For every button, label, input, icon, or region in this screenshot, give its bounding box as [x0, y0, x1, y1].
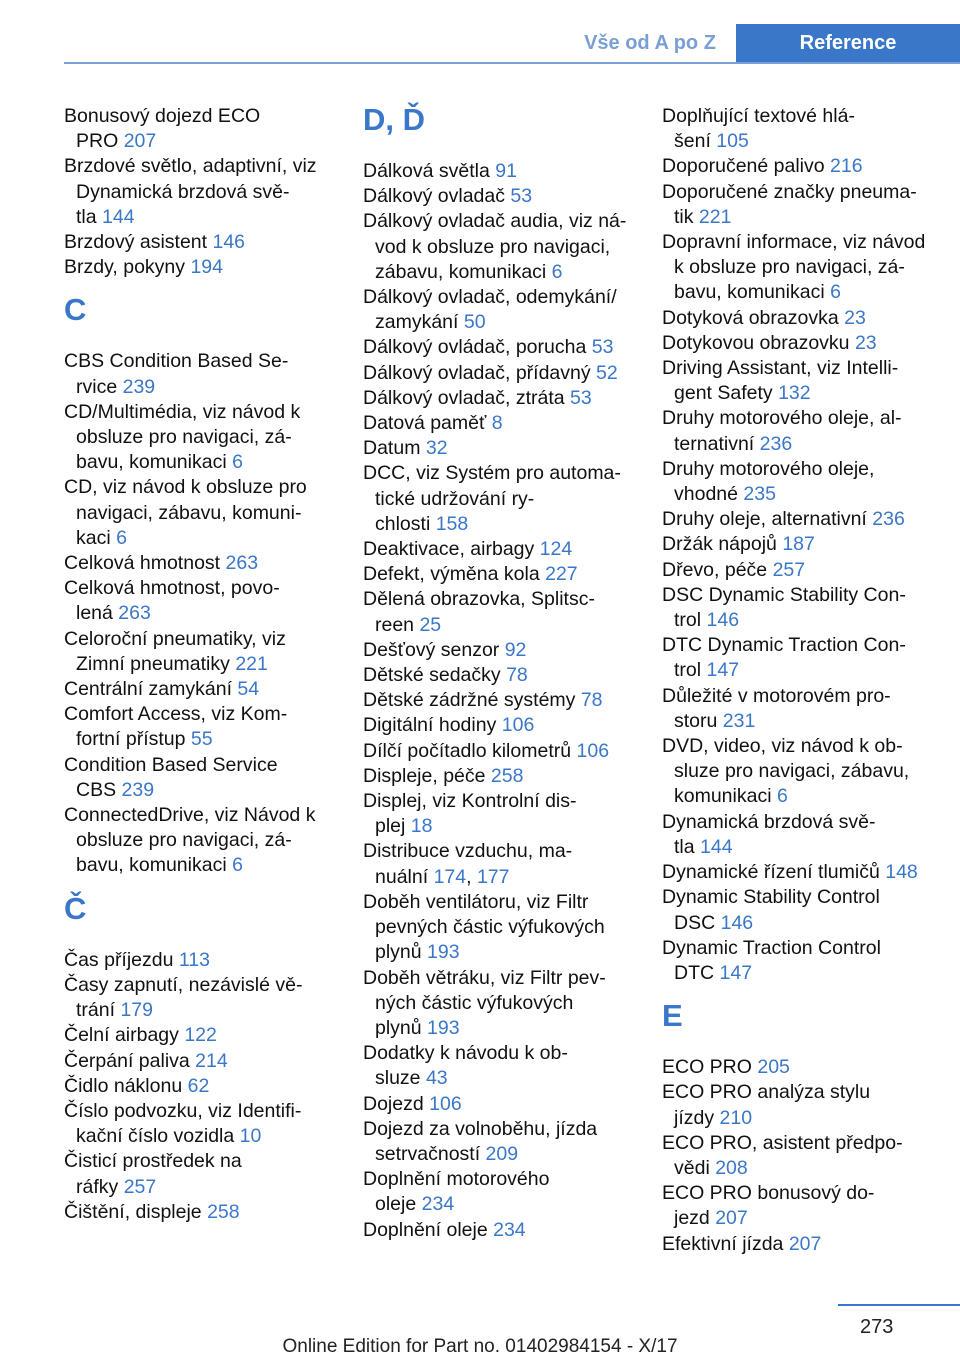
page-reference-link[interactable]: 146 [720, 911, 754, 934]
index-entry [662, 457, 932, 507]
index-entry-text: Zimní pneumatiky [76, 652, 236, 675]
page-reference-link[interactable]: 122 [184, 1024, 217, 1047]
index-entry-text: DSC Dynamic Stability Con‐ [662, 583, 906, 606]
page-reference-link[interactable]: 78 [580, 689, 603, 712]
index-entry-text: Čas příjezdu [64, 948, 179, 971]
index-entry-text: Dálkový ovladač [363, 185, 511, 208]
index-entry-text: Doplnění motorového [363, 1168, 550, 1191]
index-entry [363, 1218, 633, 1243]
index-column-3 [662, 104, 932, 1257]
page-reference-link[interactable]: 227 [545, 563, 578, 586]
index-entry [64, 576, 334, 626]
index-entry [363, 839, 633, 889]
index-entry [64, 349, 334, 399]
index-entry-text: Brzdové světlo, adaptivní, viz [64, 155, 317, 178]
index-entry-text: Dojezd [363, 1092, 430, 1115]
index-entry [64, 475, 334, 551]
index-entry [662, 558, 932, 583]
index-entry-text: Dynamická brzdová svě‐ [76, 180, 290, 203]
page-reference-link[interactable]: 113 [178, 948, 210, 971]
index-entry-text: Dynamic Traction Control [662, 936, 881, 959]
page-reference-link[interactable]: 91 [495, 160, 517, 182]
page-reference-link[interactable]: 231 [722, 709, 756, 732]
page-reference-link[interactable]: 216 [830, 155, 863, 178]
index-entry [662, 583, 932, 633]
index-entry-text: Číslo podvozku, viz Identifi‐ [64, 1099, 302, 1122]
index-entry [662, 810, 932, 860]
index-entry [64, 255, 334, 280]
index-entry-text: Condition Based Service [64, 753, 278, 776]
index-entry-text: Dětské sedačky [363, 664, 507, 687]
page-reference-link[interactable]: 263 [118, 602, 151, 625]
page-reference-link[interactable]: 92 [504, 638, 527, 661]
index-entry [662, 860, 932, 885]
index-entry [64, 677, 334, 702]
index-entry [662, 936, 932, 986]
index-entry [662, 507, 932, 532]
page-reference-link[interactable]: 239 [121, 778, 155, 801]
page-reference-link[interactable]: 205 [757, 1056, 790, 1079]
index-entry-text: Dešťový senzor [363, 638, 505, 661]
index-entry-text: CD, viz návod k obsluze pro [64, 476, 307, 499]
index-entry-text: jezd [674, 1207, 716, 1230]
page-reference-link[interactable]: 43 [425, 1067, 448, 1090]
index-entry [64, 803, 334, 879]
index-entry [64, 1200, 334, 1225]
index-entry [662, 154, 932, 179]
index-entry-text: Časy zapnutí, nezávislé vě‐ [64, 973, 303, 996]
index-entry-text: Celková hmotnost, povo‐ [64, 577, 280, 600]
index-entry [662, 633, 932, 683]
index-entry-text: sluze pro navigaci, zábavu, [674, 760, 910, 783]
page-reference-link[interactable]: 105 [716, 130, 749, 153]
index-entry-text: DTC [674, 961, 720, 984]
page-reference-link[interactable]: 6 [776, 785, 788, 808]
index-entry [64, 1099, 334, 1149]
page-reference-link[interactable]: 6 [116, 526, 127, 549]
index-entry-text: gent Safety [674, 382, 779, 405]
index-entry-text: Displeje, péče [363, 764, 491, 787]
index-entry [64, 948, 334, 973]
index-entry [363, 890, 633, 966]
index-entry-text: sluze [375, 1067, 426, 1090]
page-reference-link[interactable]: 207 [788, 1232, 822, 1255]
index-entry [363, 688, 633, 713]
index-entry-text: tla [76, 205, 103, 228]
index-entry-text: Druhy motorového oleje, [662, 457, 875, 480]
index-entry-text: plej [375, 815, 411, 838]
page-reference-link[interactable]: 193 [427, 941, 460, 964]
index-entry [363, 638, 633, 663]
index-entry-text: bavu, komunikaci [76, 451, 233, 474]
index-entry [662, 1131, 932, 1181]
index-letter-heading: D, Ď [363, 102, 425, 137]
index-entry [662, 734, 932, 810]
index-column-1 [64, 104, 334, 1225]
index-entry-text: Dálkový ovladač, ztráta [363, 386, 571, 409]
index-entry [662, 885, 932, 935]
page-reference-link[interactable]: 208 [715, 1156, 748, 1179]
page-reference-link[interactable]: 32 [425, 437, 448, 460]
index-entry [363, 361, 633, 386]
index-entry-text: Celoroční pneumatiky, viz [64, 627, 286, 650]
index-entry [662, 532, 932, 557]
index-entry-text: plynů [375, 1016, 428, 1039]
index-entry-text: Dojezd za volnoběhu, jízda [363, 1117, 598, 1140]
index-entry-text: Důležité v motorovém pro‐ [662, 684, 891, 707]
index-entry [363, 386, 633, 411]
index-entry-text: tik [674, 205, 699, 228]
index-entry-text: Doplnění oleje [363, 1218, 494, 1241]
page-reference-link[interactable]: 236 [872, 508, 905, 531]
page-header [0, 0, 960, 62]
page-reference-link[interactable]: 234 [421, 1193, 455, 1216]
index-entry [363, 764, 633, 789]
page-reference-link[interactable]: 193 [427, 1016, 460, 1039]
index-entry [363, 184, 633, 209]
footer-divider [838, 1304, 960, 1306]
page-reference-link[interactable]: 146 [212, 231, 246, 254]
page-reference-link[interactable]: 258 [207, 1200, 240, 1223]
index-entry-text: ECO PRO [662, 1056, 758, 1079]
index-entry [64, 1074, 334, 1099]
page-reference-link[interactable]: 257 [123, 1175, 157, 1198]
index-entry-text: Doběh ventilátoru, viz Filtr [363, 890, 589, 913]
index-entry-text: reen [375, 613, 420, 636]
header-divider [64, 62, 960, 64]
index-entry-text: Brzdy, pokyny [64, 256, 191, 279]
section-tab-a-to-z[interactable]: Vše od A po Z [584, 32, 716, 54]
index-entry-text: ných částic výfukových [375, 991, 574, 1014]
page-reference-link[interactable]: 18 [410, 815, 433, 838]
index-entry [64, 104, 334, 154]
index-entry [662, 306, 932, 331]
index-entry [64, 154, 334, 230]
page-reference-link[interactable]: 6 [551, 260, 563, 283]
index-entry-text: Čisticí prostředek na [64, 1150, 242, 1173]
index-entry [662, 1055, 932, 1080]
index-entry-text: Dřevo, péče [662, 558, 773, 581]
page-reference-link[interactable]: 207 [123, 130, 157, 153]
index-entry-text: Efektivní jízda [662, 1232, 789, 1255]
index-entry-text: Dálkový ovladač audia, viz ná‐ [363, 210, 627, 233]
index-entry [64, 1023, 334, 1048]
index-entry-text: pevných částic výfukových [375, 916, 605, 939]
index-letter-heading: C [64, 292, 87, 328]
index-entry-text: Distribuce vzduchu, ma‐ [363, 840, 573, 863]
page-reference-link[interactable]: 6 [232, 854, 243, 877]
index-entry-text: vhodné [674, 483, 744, 506]
index-entry [363, 1092, 633, 1117]
page-reference-link[interactable]: 132 [778, 382, 811, 405]
index-entry-text: ECO PRO, asistent předpo‐ [662, 1131, 903, 1154]
index-entry-text: jízdy [674, 1106, 720, 1129]
page-reference-link[interactable]: 147 [719, 961, 753, 984]
index-entry [363, 159, 633, 184]
index-entry [363, 562, 633, 587]
page-reference-link[interactable]: 257 [772, 558, 806, 581]
index-entry [662, 1181, 932, 1231]
page-reference-link[interactable]: 234 [493, 1218, 526, 1241]
page-reference-link[interactable]: 235 [743, 483, 776, 506]
index-entry-text: Dotyková obrazovka [662, 306, 845, 329]
page-reference-link[interactable]: 148 [885, 861, 918, 884]
page-reference-link[interactable]: 124 [539, 538, 573, 561]
index-entry [363, 411, 633, 436]
page-reference-link[interactable]: 194 [190, 256, 223, 279]
index-entry [363, 537, 633, 562]
page-reference-link[interactable]: 23 [844, 306, 866, 329]
index-entry [662, 331, 932, 356]
index-entry-text: CBS [76, 778, 122, 801]
index-entry [662, 1080, 932, 1130]
page-reference-link[interactable]: 23 [854, 331, 877, 354]
page-reference-link[interactable]: 258 [490, 764, 524, 787]
index-entry-text: setrvačností [375, 1142, 486, 1165]
index-entry-text: DVD, video, viz návod k ob‐ [662, 735, 903, 758]
page-reference-link[interactable]: 146 [706, 609, 740, 632]
index-entry-text: Doporučené značky pneuma‐ [662, 180, 917, 203]
index-entry-text: tické udržování ry‐ [375, 487, 535, 510]
page-reference-link[interactable]: 187 [782, 533, 815, 556]
page-reference-link[interactable]: 144 [700, 835, 733, 858]
index-entry [662, 104, 932, 154]
index-entry-text: Druhy oleje, alternativní [662, 508, 873, 531]
index-entry [64, 1149, 334, 1199]
index-entry-text: rvice [76, 375, 123, 398]
page-reference-link[interactable]: 50 [463, 311, 486, 334]
section-tab-reference[interactable]: Reference [736, 24, 960, 62]
page-reference-link[interactable]: 174 [433, 865, 467, 888]
index-entry-text: lená [76, 602, 119, 625]
index-entry [363, 587, 633, 637]
index-entry-text: Datová paměť [363, 412, 492, 435]
index-entry-text: fortní přístup [76, 728, 191, 751]
index-entry [662, 1232, 932, 1257]
index-entry-text: Dynamic Stability Control [662, 886, 880, 909]
index-entry-text: Čidlo náklonu [64, 1074, 188, 1097]
index-entry [662, 684, 932, 734]
page-reference-link[interactable]: 158 [435, 512, 469, 535]
index-entry [64, 973, 334, 1023]
index-entry [64, 753, 334, 803]
index-entry [363, 1167, 633, 1217]
index-entry-text: tla [674, 835, 701, 858]
index-entry [363, 739, 633, 764]
index-entry [662, 356, 932, 406]
index-entry-text: šení [674, 130, 717, 153]
index-entry [662, 230, 932, 306]
page-reference-link[interactable]: 263 [225, 552, 259, 575]
index-entry-text: trol [674, 609, 707, 632]
page-reference-link[interactable]: 106 [501, 714, 535, 737]
index-entry-text: Dotykovou obrazovku [662, 331, 855, 354]
page-reference-link[interactable]: 236 [759, 432, 793, 455]
index-entry [363, 663, 633, 688]
page-reference-link[interactable]: 10 [239, 1125, 262, 1148]
index-entry-text: PRO [76, 130, 124, 153]
index-entry [363, 1041, 633, 1091]
index-entry-text: Deaktivace, airbagy [363, 538, 540, 561]
page-reference-link[interactable]: 6 [830, 281, 841, 304]
index-entry-text: ECO PRO bonusový do‐ [662, 1182, 875, 1205]
page-reference-link[interactable]: 53 [510, 185, 533, 208]
page-reference-link[interactable]: 54 [237, 678, 260, 701]
index-entry-text: oleje [375, 1193, 422, 1216]
index-entry-text: Doporučené palivo [662, 155, 831, 178]
index-entry-text: Bonusový dojezd ECO [64, 105, 261, 127]
index-entry-text: Druhy motorového oleje, al‐ [662, 407, 902, 430]
page-reference-separator: , [466, 865, 477, 888]
page-reference-link[interactable]: 179 [120, 999, 153, 1022]
index-entry-text: Dynamické řízení tlumičů [662, 861, 886, 884]
index-entry-text: Doběh větráku, viz Filtr pev‐ [363, 966, 606, 989]
index-entry-text: Dálková světla [363, 160, 496, 182]
index-entry-text: Čerpání paliva [64, 1049, 196, 1072]
index-entry-text: Datum [363, 437, 426, 460]
index-entry-text: navigaci, zábavu, komuni‐ [76, 501, 302, 524]
page-reference-link[interactable]: 147 [706, 659, 740, 682]
page-reference-link[interactable]: 221 [698, 205, 732, 228]
index-entry-text: CD/Multimédia, viz návod k [64, 400, 301, 423]
index-entry [64, 551, 334, 576]
index-entry [363, 436, 633, 461]
index-entry-text: bavu, komunikaci [76, 854, 233, 877]
index-entry-text: Dopravní informace, viz návod [662, 231, 926, 254]
index-entry-text: kaci [76, 526, 117, 549]
index-entry-text: Dálkový ovladač, přídavný [363, 361, 597, 384]
page-reference-link[interactable]: 239 [122, 375, 156, 398]
index-entry-text: Centrální zamykání [64, 678, 238, 701]
index-entry-text: komunikaci [674, 785, 777, 808]
index-entry [662, 406, 932, 456]
index-entry-text: Čelní airbagy [64, 1024, 185, 1047]
index-letter-heading: Č [64, 890, 87, 926]
page-reference-link[interactable]: 214 [195, 1049, 228, 1072]
index-entry [363, 335, 633, 360]
index-entry-text: DCC, viz Systém pro automa‐ [363, 462, 621, 485]
index-entry-text: obsluze pro navigaci, zá‐ [76, 426, 292, 449]
index-entry [64, 702, 334, 752]
index-entry-text: Defekt, výměna kola [363, 563, 546, 586]
index-letter-heading: E [662, 998, 683, 1034]
index-entry-text: Driving Assistant, viz Intelli‐ [662, 357, 899, 380]
index-entry-text: zábavu, komunikaci [375, 260, 552, 283]
page-reference-link[interactable]: 144 [102, 205, 135, 228]
page-reference-link[interactable]: 55 [190, 728, 213, 751]
index-entry-text: DTC Dynamic Traction Con‐ [662, 634, 906, 657]
page-reference-link[interactable]: 53 [570, 386, 592, 409]
page-reference-link[interactable]: 62 [187, 1074, 210, 1097]
page-number: 273 [860, 1316, 894, 1338]
index-entry-text: Celková hmotnost [64, 552, 226, 575]
page-reference-link[interactable]: 210 [719, 1106, 753, 1129]
index-entry-text: Dílčí počítadlo kilometrů [363, 739, 577, 762]
index-entry [363, 789, 633, 839]
page-reference-link[interactable]: 177 [476, 865, 510, 888]
index-entry-text: Brzdový asistent [64, 231, 213, 254]
index-entry-text: trání [76, 999, 121, 1022]
index-entry [64, 627, 334, 677]
index-entry-text: Dálkový ovládač, porucha [363, 336, 592, 359]
page-reference-link[interactable]: 106 [429, 1092, 462, 1115]
page-reference-link[interactable]: 209 [485, 1142, 519, 1165]
page-reference-link[interactable]: 53 [591, 336, 614, 359]
index-entry [64, 230, 334, 255]
page-reference-link[interactable]: 6 [232, 451, 243, 474]
index-entry-text: ConnectedDrive, viz Návod k [64, 804, 316, 827]
index-entry-text: nuální [375, 865, 434, 888]
index-entry-text: Dětské zádržné systémy [363, 689, 581, 712]
index-entry [64, 400, 334, 476]
index-entry-text: trol [674, 659, 707, 682]
index-entry-text: k obsluze pro navigaci, zá‐ [674, 256, 905, 279]
index-entry-text: storu [674, 709, 723, 732]
index-column-2 [363, 104, 633, 1243]
index-entry-text: Displej, viz Kontrolní dis‐ [363, 790, 577, 813]
page-reference-link[interactable]: 8 [491, 412, 503, 435]
page-reference-link[interactable]: 52 [596, 361, 618, 384]
index-entry-text: Dálkový ovladač, odemykání/ [363, 286, 617, 309]
page-reference-link[interactable]: 106 [576, 739, 610, 762]
index-entry-text: obsluze pro navigaci, zá‐ [76, 829, 292, 852]
index-entry-text: ternativní [674, 432, 760, 455]
index-entry-text: kační číslo vozidla [76, 1125, 240, 1148]
page-reference-link[interactable]: 78 [506, 664, 528, 687]
index-entry-text: zamykání [375, 311, 464, 334]
index-entry [662, 180, 932, 230]
index-entry [363, 461, 633, 537]
edition-note: Online Edition for Part no. 01402984154 - X/17 [282, 1336, 678, 1357]
index-entry-text: DSC [674, 911, 721, 934]
index-entry [363, 1117, 633, 1167]
index-entry-text: ráfky [76, 1175, 124, 1198]
index-entry-text: vod k obsluze pro navigaci, [375, 235, 611, 258]
index-entry-text: Držák nápojů [662, 533, 783, 556]
index-entry-text: bavu, komunikaci [674, 281, 831, 304]
index-entry-text: Doplňující textové hlá‐ [662, 105, 855, 127]
index-entry-text: ECO PRO analýza stylu [662, 1081, 871, 1104]
index-entry [363, 713, 633, 738]
page-reference-link[interactable]: 25 [419, 613, 442, 636]
page-reference-link[interactable]: 221 [235, 652, 268, 675]
index-entry-text: Dodatky k návodu k ob‐ [363, 1042, 568, 1065]
index-entry-text: chlosti [375, 512, 436, 535]
index-entry [64, 1049, 334, 1074]
index-entry-text: plynů [375, 941, 428, 964]
index-entry-text: vědi [674, 1156, 716, 1179]
index-entry-text: Dynamická brzdová svě‐ [662, 810, 876, 833]
index-entry [363, 209, 633, 285]
index-entry-text: Digitální hodiny [363, 714, 502, 737]
page-reference-link[interactable]: 207 [715, 1207, 748, 1230]
index-entry-text: Dělená obrazovka, Splitsc‐ [363, 588, 595, 611]
index-entry-text: CBS Condition Based Se‐ [64, 350, 289, 373]
index-entry-text: Čištění, displeje [64, 1200, 208, 1223]
index-entry [363, 285, 633, 335]
index-entry-text: Comfort Access, viz Kom‐ [64, 703, 288, 726]
index-entry [363, 966, 633, 1042]
